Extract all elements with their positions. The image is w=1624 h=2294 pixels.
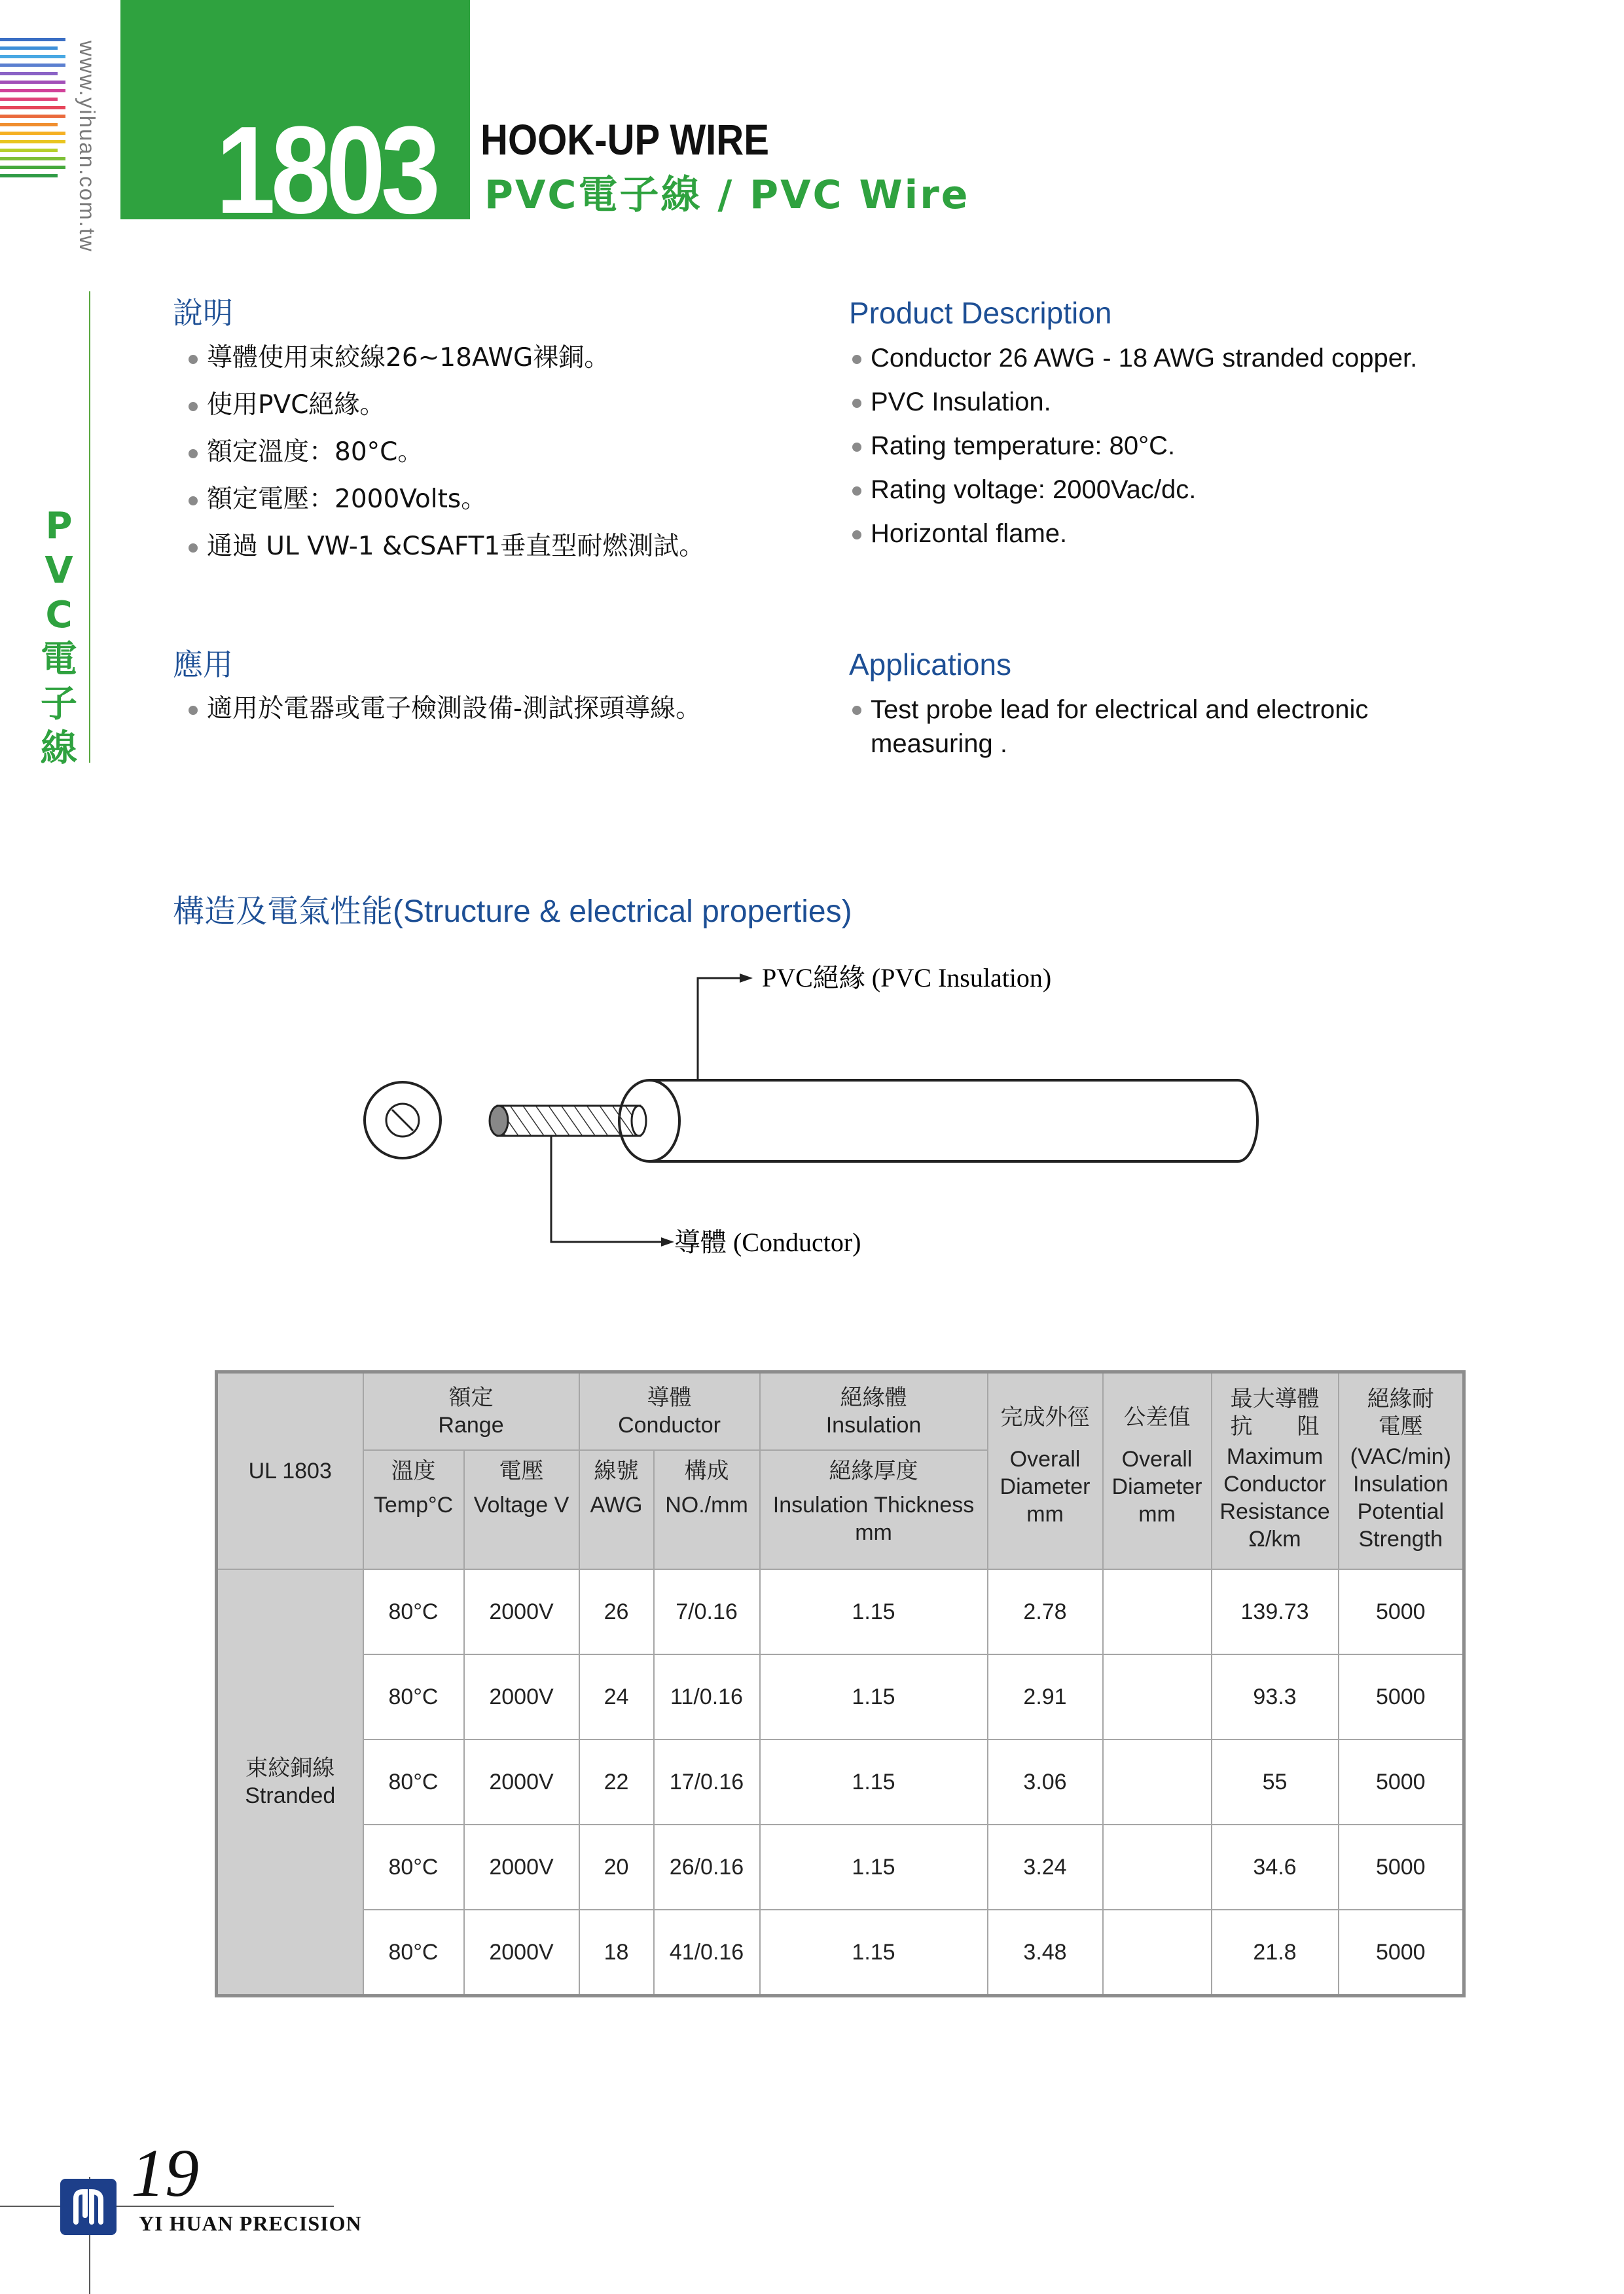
list-item: 使用PVC絕緣。 [186, 389, 704, 436]
conductor-label: 導體 (Conductor) [674, 1228, 861, 1257]
description-list-en [850, 342, 1417, 561]
cell-tolerance [1103, 1654, 1212, 1739]
conductor-strand [490, 1106, 646, 1136]
cell-voltage: 2000V [464, 1825, 579, 1910]
cell-strength: 5000 [1339, 1910, 1464, 1996]
cell-resistance: 139.73 [1212, 1569, 1339, 1654]
header-strength: 絕緣耐 電壓 (VAC/min) Insulation Potential Strength [1339, 1372, 1464, 1570]
header-overall-diameter: 完成外徑 Overall Diameter mm [988, 1372, 1103, 1570]
list-item: Rating temperature: 80°C. [850, 429, 1417, 473]
cell-awg: 22 [579, 1739, 654, 1825]
cell-tolerance [1103, 1910, 1212, 1996]
cell-resistance: 55 [1212, 1739, 1339, 1825]
structure-heading [173, 886, 852, 931]
cell-temp: 80°C [363, 1825, 464, 1910]
table-row [217, 1654, 1464, 1739]
cell-tolerance [1103, 1825, 1212, 1910]
header-temp: 溫度 Temp°C [363, 1450, 464, 1569]
company-name: YI HUAN PRECISION [139, 2212, 362, 2235]
description-list-zh [186, 342, 704, 577]
cell-composition: 17/0.16 [654, 1739, 760, 1825]
table-row [217, 1739, 1464, 1825]
cell-strength: 5000 [1339, 1654, 1464, 1739]
cell-resistance: 93.3 [1212, 1654, 1339, 1739]
side-stripe [0, 106, 65, 109]
side-divider-line [89, 291, 90, 763]
cell-thickness: 1.15 [760, 1569, 988, 1654]
cell-awg: 26 [579, 1569, 654, 1654]
side-color-stripes [0, 38, 65, 183]
applications-list-en [850, 693, 1447, 761]
cell-overall-diameter: 3.48 [988, 1910, 1103, 1996]
cell-thickness: 1.15 [760, 1654, 988, 1739]
list-item: PVC Insulation. [850, 386, 1417, 429]
cell-composition: 26/0.16 [654, 1825, 760, 1910]
list-item: Test probe lead for electrical and electronic measuring . [850, 693, 1447, 761]
cell-composition: 11/0.16 [654, 1654, 760, 1739]
header-thickness: 絕緣厚度 Insulation Thickness mm [760, 1450, 988, 1569]
table-row [217, 1910, 1464, 1996]
cell-tolerance [1103, 1739, 1212, 1825]
cell-overall-diameter: 2.91 [988, 1654, 1103, 1739]
side-stripe [0, 64, 65, 67]
insulation-body [619, 1080, 1257, 1161]
description-heading-en: Product Description [849, 296, 1112, 330]
table-row [217, 1825, 1464, 1910]
cell-strength: 5000 [1339, 1825, 1464, 1910]
cell-temp: 80°C [363, 1569, 464, 1654]
header-tolerance: 公差值 Overall Diameter mm [1103, 1372, 1212, 1570]
wire-structure-diagram [353, 956, 1335, 1270]
cell-awg: 24 [579, 1654, 654, 1739]
applications-heading-zh: 應用 [173, 647, 233, 682]
table-header-row-1 [217, 1372, 1464, 1451]
list-item: 通過 UL VW-1 &CSAFT1垂直型耐燃測試。 [186, 530, 704, 577]
header-range: 額定 Range [363, 1372, 579, 1451]
side-stripe [0, 140, 65, 143]
structure-heading-zh: 構造及電氣性能 [173, 893, 393, 930]
header-voltage: 電壓 Voltage V [464, 1450, 579, 1569]
side-website-url: www.yihuan.com.tw [75, 41, 99, 253]
applications-heading-en: Applications [849, 647, 1012, 682]
header-awg: 線號 AWG [579, 1450, 654, 1569]
spec-table [215, 1370, 1466, 1997]
list-item: 導體使用束絞線26~18AWG裸銅。 [186, 342, 704, 389]
cell-overall-diameter: 2.78 [988, 1569, 1103, 1654]
insulation-leader [698, 974, 753, 1080]
cell-composition: 7/0.16 [654, 1569, 760, 1654]
side-stripe [0, 46, 58, 50]
structure-heading-en: (Structure & electrical properties) [393, 894, 852, 929]
side-category-title: P V C 電 子 線 [41, 505, 77, 770]
header-insulation: 絕緣體 Insulation [760, 1372, 988, 1451]
cell-voltage: 2000V [464, 1739, 579, 1825]
list-item: Conductor 26 AWG - 18 AWG stranded copper. [850, 342, 1417, 386]
header-composition: 構成 NO./mm [654, 1450, 760, 1569]
side-stripe [0, 174, 58, 177]
cell-voltage: 2000V [464, 1910, 579, 1996]
side-stripe [0, 81, 65, 84]
side-stripe [0, 115, 65, 118]
list-item: 額定溫度：80°C。 [186, 436, 704, 483]
cell-temp: 80°C [363, 1910, 464, 1996]
list-item: 適用於電器或電子檢測設備-測試探頭導線。 [186, 693, 701, 740]
side-stripe [0, 123, 58, 126]
description-heading-zh: 說明 [173, 295, 233, 331]
cell-resistance: 21.8 [1212, 1910, 1339, 1996]
side-stripe [0, 157, 65, 160]
side-stripe [0, 38, 65, 41]
table-row [217, 1569, 1464, 1654]
product-title-en: HOOK-UP WIRE [480, 115, 769, 164]
yh-logo-icon [60, 2179, 117, 2235]
list-item: Rating voltage: 2000Vac/dc. [850, 473, 1417, 517]
header-conductor: 導體 Conductor [579, 1372, 760, 1451]
side-stripe [0, 89, 65, 92]
cell-voltage: 2000V [464, 1569, 579, 1654]
insulation-label: PVC絕緣 (PVC Insulation) [762, 963, 1052, 992]
side-stripe [0, 149, 58, 152]
side-stripe [0, 72, 58, 75]
cell-temp: 80°C [363, 1739, 464, 1825]
model-number: 1803 [216, 101, 436, 240]
cell-awg: 18 [579, 1910, 654, 1996]
side-stripe [0, 55, 65, 58]
cell-resistance: 34.6 [1212, 1825, 1339, 1910]
cell-thickness: 1.15 [760, 1910, 988, 1996]
list-item: Horizontal flame. [850, 517, 1417, 561]
side-stripe [0, 132, 65, 135]
list-item: 額定電壓：2000Volts。 [186, 483, 704, 530]
cell-strength: 5000 [1339, 1569, 1464, 1654]
side-stripe [0, 166, 65, 169]
cell-tolerance [1103, 1569, 1212, 1654]
cell-thickness: 1.15 [760, 1825, 988, 1910]
cell-thickness: 1.15 [760, 1739, 988, 1825]
cell-composition: 41/0.16 [654, 1910, 760, 1996]
cell-strength: 5000 [1339, 1739, 1464, 1825]
cross-section-icon [365, 1082, 441, 1158]
header-resistance: 最大導體 抗 阻 Maximum Conductor Resistance Ω/km [1212, 1372, 1339, 1570]
cell-overall-diameter: 3.06 [988, 1739, 1103, 1825]
cell-voltage: 2000V [464, 1654, 579, 1739]
cell-awg: 20 [579, 1825, 654, 1910]
cell-temp: 80°C [363, 1654, 464, 1739]
header-ul: UL 1803 [217, 1372, 363, 1570]
product-subtitle: PVC電子線 / PVC Wire [484, 172, 970, 218]
page-number: 19 [131, 2136, 199, 2211]
side-stripe [0, 98, 58, 101]
cell-overall-diameter: 3.24 [988, 1825, 1103, 1910]
row-group-stranded: 束絞銅線 Stranded [217, 1569, 363, 1996]
applications-list-zh [186, 693, 701, 740]
